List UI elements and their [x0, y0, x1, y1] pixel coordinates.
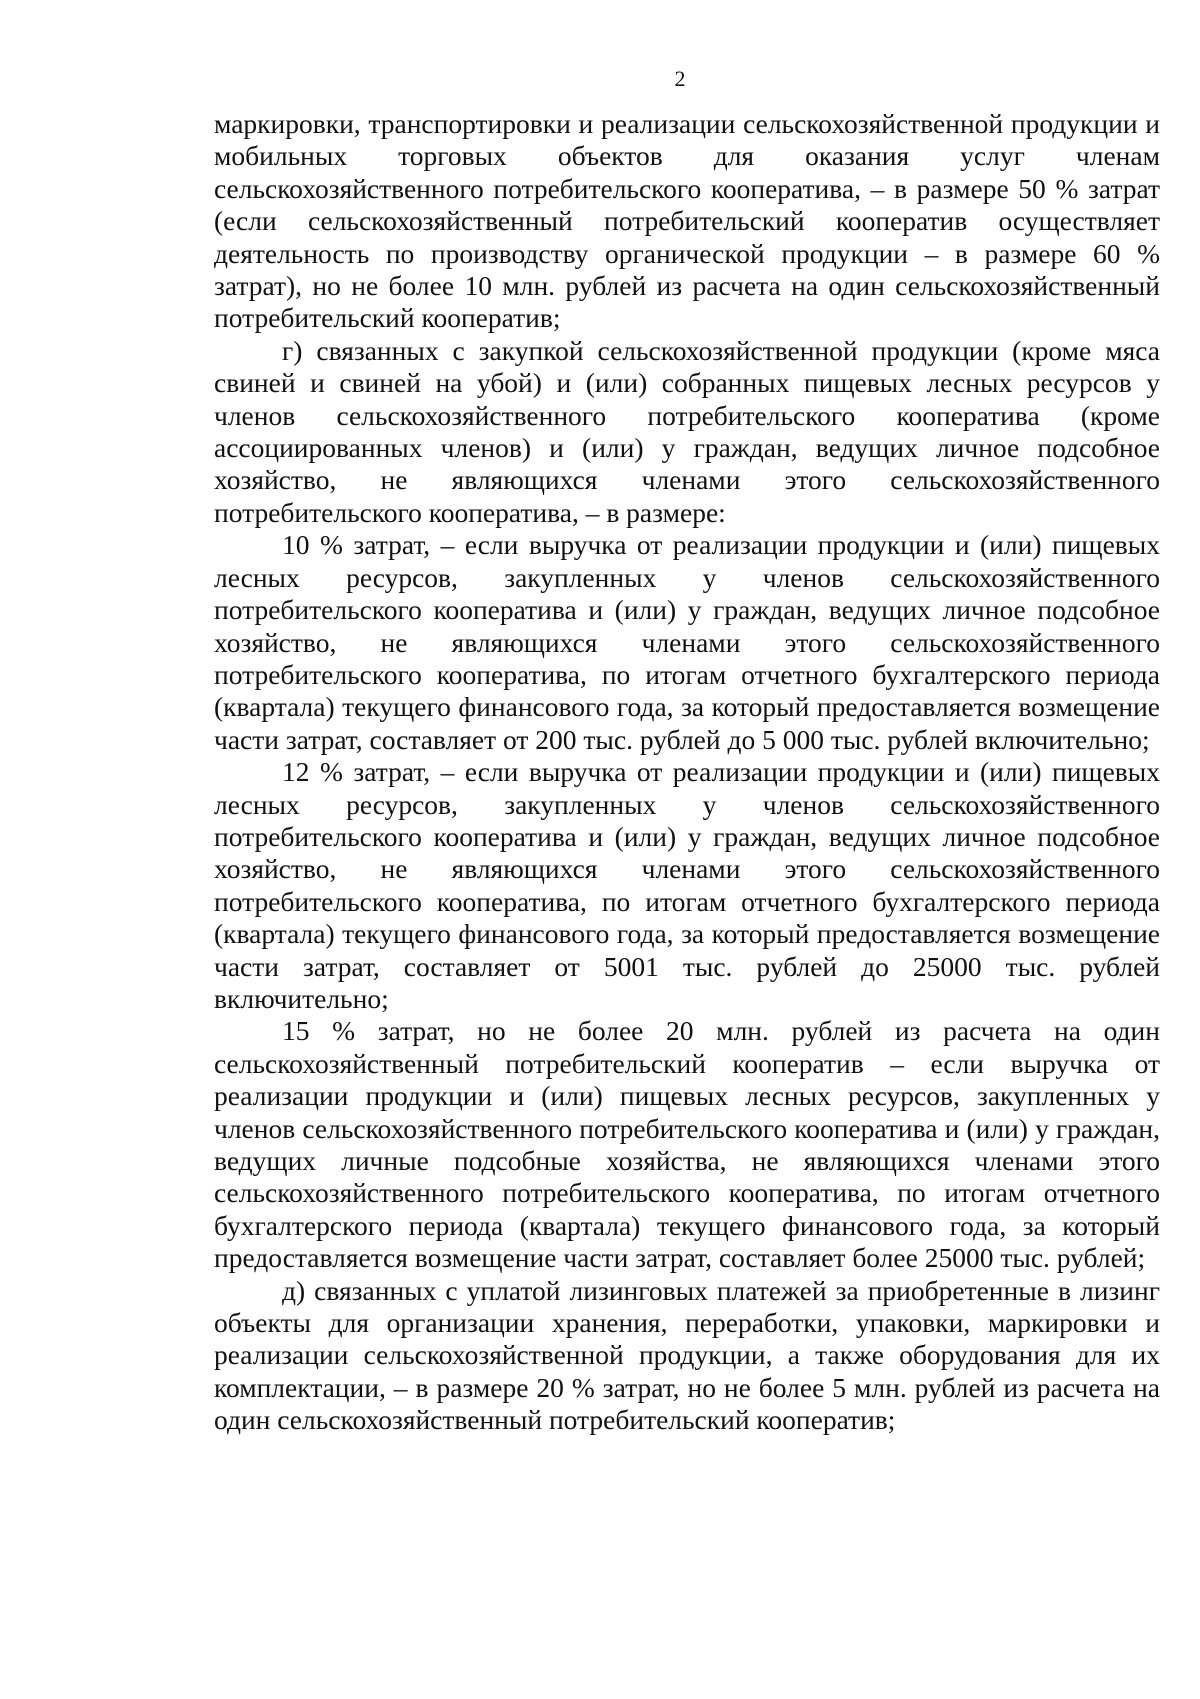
document-body — [214, 108, 1160, 1437]
paragraph-rate-15: 15 % затрат, но не более 20 млн. рублей из расчета на один сельскохозяйственный потребительский кооператив – если выручка от реализации продукции и (или) пищевых лесных ресурсов, закупленных у членов сельскохозяйственного потребительского кооператива и (или) у граждан, ведущих личные подсобные хозяйства, не являющихся членами этого сельскохозяйственного потребительского кооператива, по итогам отчетного бухгалтерского периода (квартала) текущего финансового года, за который предоставляется возмещение части затрат, составляет более 25000 тыс. рублей; — [214, 1015, 1160, 1274]
paragraph-rate-12: 12 % затрат, – если выручка от реализации продукции и (или) пищевых лесных ресурсов, закупленных у членов сельскохозяйственного потребительского кооператива и (или) у граждан, ведущих личное подсобное хозяйство, не являющихся членами этого сельскохозяйственного потребительского кооператива, по итогам отчетного бухгалтерского периода (квартала) текущего финансового года, за который предоставляется возмещение части затрат, составляет от 5001 тыс. рублей до 25000 тыс. рублей включительно; — [214, 756, 1160, 1014]
paragraph-item-g: г) связанных с закупкой сельскохозяйственной продукции (кроме мяса свиней и свиней на убой) и (или) собранных пищевых лесных ресурсов у членов сельскохозяйственного потребительского кооператива (кроме ассоциированных членов) и (или) у граждан, ведущих личное подсобное хозяйство, не являющихся членами этого сельскохозяйственного потребительского кооператива, – в размере: — [214, 334, 1160, 528]
paragraph-item-d: д) связанных с уплатой лизинговых платежей за приобретенные в лизинг объекты для организации хранения, переработки, упаковки, маркировки и реализации сельскохозяйственной продукции, а также оборудования для их комплектации, – в размере 20 % затрат, но не более 5 млн. рублей из расчета на один сельскохозяйственный потребительский кооператив; — [214, 1274, 1160, 1436]
paragraph-continuation: маркировки, транспортировки и реализации сельскохозяйственной продукции и мобильных торговых объектов для оказания услуг членам сельскохозяйственного потребительского кооператива, – в размере 50 % затрат (если сельскохозяйственный потребительский кооператив осуществляет деятельность по производству органической продукции – в размере 60 % затрат), но не более 10 млн. рублей из расчета на один сельскохозяйственный потребительский кооператив; — [214, 108, 1160, 334]
paragraph-rate-10: 10 % затрат, – если выручка от реализации продукции и (или) пищевых лесных ресурсов, закупленных у членов сельскохозяйственного потребительского кооператива и (или) у граждан, ведущих личное подсобное хозяйство, не являющихся членами этого сельскохозяйственного потребительского кооператива, по итогам отчетного бухгалтерского периода (квартала) текущего финансового года, за который предоставляется возмещение части затрат, составляет от 200 тыс. рублей до 5 000 тыс. рублей включительно; — [214, 529, 1160, 755]
page-number: 2 — [674, 66, 686, 91]
